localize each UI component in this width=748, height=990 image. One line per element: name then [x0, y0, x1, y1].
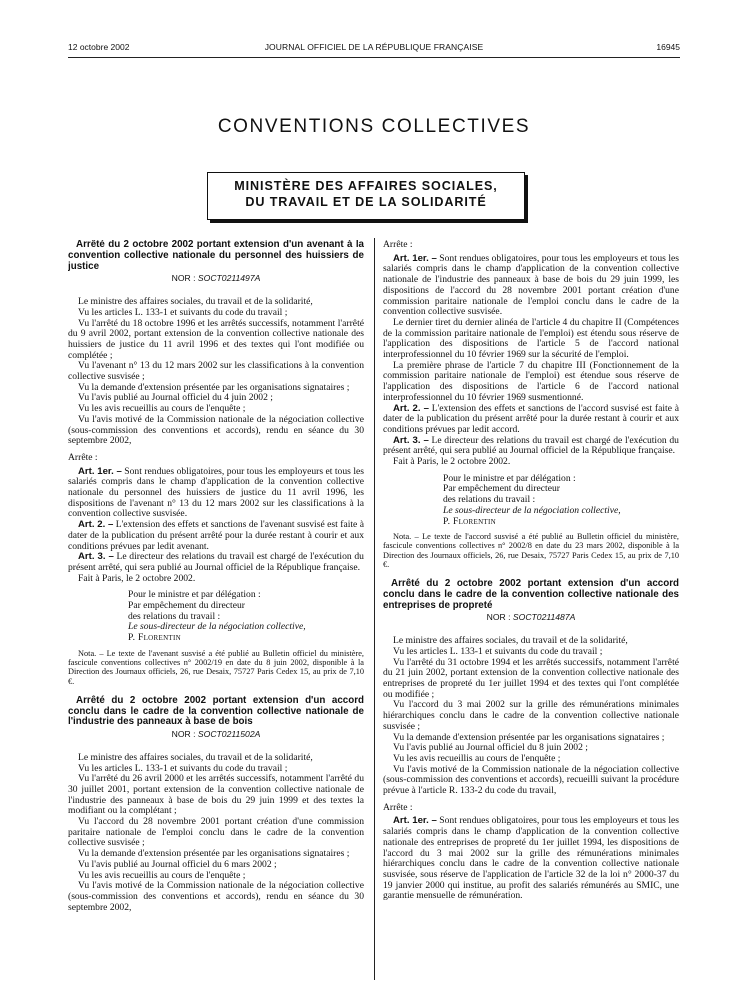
visa-paragraph: Vu l'avis motivé de la Commission nationale de la négociation collective (sous-commission des conventions et accords), rendu en séance du 30 septembre 2002, — [68, 880, 364, 913]
visa-paragraph: Vu l'avis publié au Journal officiel du 6 mars 2002 ; — [78, 858, 277, 870]
ministry-line-2: DU TRAVAIL ET DE LA SOLIDARITÉ — [245, 195, 487, 209]
visa-paragraph: Vu les avis recueillis au cours de l'enquête ; — [78, 869, 246, 881]
nor-reference: NOR : SOCT0211502A — [171, 729, 261, 740]
visa-paragraph: Vu les avis recueillis au cours de l'enquête ; — [393, 752, 561, 764]
visa-paragraph: Le ministre des affaires sociales, du travail et de la solidarité, — [78, 296, 313, 308]
signatory-name: P. Florentin — [443, 515, 496, 527]
signature-line: Par empêchement du directeur — [443, 483, 560, 495]
signature-line: Le sous-directeur de la négociation collective, — [128, 621, 306, 633]
nor-reference: NOR : SOCT0211487A — [486, 612, 576, 623]
visa-paragraph: Vu l'arrêté du 31 octobre 1994 et les arrêtés successifs, notamment l'arrêté du 21 juin 2002, portant extension de la convention collective nationale des entreprises de propreté du 1er juillet 1994 et des textes qui l'ont complétée ou modifiée ; — [383, 656, 679, 700]
header-page-number: 16945 — [656, 42, 680, 52]
nota-paragraph: Nota. – Le texte de l'accord susvisé a été publié au Bulletin officiel du ministère, fascicule conventions collectives n° 2002/8 en date du 23 mars 2002, disponible à la Direction des Journaux officiels, 26, rue Desaix, 75727 Paris Cedex 15, au prix de 7,10 €. — [383, 532, 679, 569]
page-header — [68, 42, 680, 56]
visa-paragraph: Vu les articles L. 133-1 et suivants du code du travail ; — [393, 645, 603, 657]
done-at: Fait à Paris, le 2 octobre 2002. — [393, 456, 511, 468]
visa-paragraph: Vu l'avis publié au Journal officiel du 8 juin 2002 ; — [393, 742, 588, 754]
article-paragraph: Art. 1er. – Sont rendues obligatoires, pour tous les employeurs et tous les salariés compris dans le champ d'application de la convention collective nationale de l'industrie des panneaux à base de bois du 29 juin 1999, les dispositions de l'accord du 28 novembre 2001 portant création d'une commission paritaire nationale de l'emploi conclu dans le cadre de la convention collective susvisée. — [383, 252, 679, 318]
signature-line: Pour le ministre et par délégation : — [443, 472, 576, 484]
signature-line: Par empêchement du directeur — [128, 600, 245, 612]
signature-line: des relations du travail : — [443, 494, 536, 506]
right-column — [383, 240, 679, 985]
header-date: 12 octobre 2002 — [68, 42, 130, 52]
signatory-name: P. Florentin — [128, 632, 181, 644]
article-paragraph: Art. 3. – Le directeur des relations du travail est chargé de l'exécution du présent arrêté, qui sera publié au Journal officiel de la République française. — [68, 551, 364, 573]
visa-paragraph: Vu l'arrêté du 18 octobre 1996 et les arrêtés successifs, notamment l'arrêté du 9 avril 2002, portant extension de la convention collective nationale des huissiers de justice du 11 avril 1996 et des textes qui l'ont modifiée ou complétée ; — [68, 317, 364, 361]
visa-paragraph: Vu l'accord du 3 mai 2002 sur la grille des rémunérations minimales hiérarchiques conclu dans le cadre de la convention collective nationale susvisée ; — [383, 699, 679, 732]
arrete-title: Arrêté du 2 octobre 2002 portant extension d'un accord conclu dans le cadre de la convention collective nationale de l'industrie des panneaux à base de bois — [68, 694, 364, 728]
article-paragraph: Le dernier tiret du dernier alinéa de l'article 4 du chapitre II (Compétences de la commission paritaire nationale de l'emploi) est étendu sous réserve de l'application des dispositions de l'article 5 de l'accord national interprofessionnel du 10 février 1969 sur la sécurité de l'emploi. — [383, 316, 679, 361]
visa-paragraph: Vu l'arrêté du 26 avril 2000 et les arrêtés successifs, notamment l'arrêté du 30 juillet 2001, portant extension de la convention collective nationale de l'industrie des panneaux à base de bois du 29 juin 1999 et des textes la modifiant ou la complétant ; — [68, 773, 364, 817]
visa-paragraph: Vu l'avenant n° 13 du 12 mars 2002 sur les classifications à la convention collective susvisée ; — [68, 360, 364, 383]
signature-line: Pour le ministre et par délégation : — [128, 589, 261, 601]
arrete-title: Arrêté du 2 octobre 2002 portant extension d'un avenant à la convention collective nationale du personnel des huissiers de justice — [68, 240, 364, 272]
visa-paragraph: Vu la demande d'extension présentée par les organisations signataires ; — [78, 381, 350, 393]
arrete-heading: Arrête : — [68, 451, 98, 463]
header-journal-title: JOURNAL OFFICIEL DE LA RÉPUBLIQUE FRANÇAISE — [264, 42, 484, 52]
visa-paragraph: Vu l'avis publié au Journal officiel du 4 juin 2002 ; — [78, 392, 273, 404]
visa-paragraph: Vu l'avis motivé de la Commission nationale de la négociation collective (sous-commission des conventions et accords), rendu en séance du 30 septembre 2002, — [68, 413, 364, 447]
visa-paragraph: Vu les avis recueillis au cours de l'enquête ; — [78, 403, 246, 415]
header-rule — [68, 57, 680, 58]
signature-line: Le sous-directeur de la négociation collective, — [443, 504, 621, 516]
article-paragraph: Art. 2. – L'extension des effets et sanctions de l'accord susvisé est faite à dater de la publication du présent arrêté pour la durée restant à courir et aux conditions prévues par ledit accord. — [383, 402, 679, 435]
visa-paragraph: Vu les articles L. 133-1 et suivants du code du travail ; — [78, 306, 288, 318]
article-paragraph: Art. 1er. – Sont rendues obligatoires, pour tous les employeurs et tous les salariés compris dans le champ d'application de la convention collective nationale du personnel des huissiers de justice du 11 avril 1996, les dispositions de l'avenant n° 13 du 12 mars 2002 sur les classifications à la convention collective susvisée. — [68, 465, 364, 520]
arrete-heading: Arrête : — [383, 240, 413, 250]
nor-reference: NOR : SOCT0211497A — [171, 273, 261, 284]
ministry-line-1: MINISTÈRE DES AFFAIRES SOCIALES, — [234, 179, 498, 193]
visa-paragraph: Vu la demande d'extension présentée par les organisations signataires ; — [78, 848, 350, 860]
visa-paragraph: Le ministre des affaires sociales, du travail et de la solidarité, — [78, 751, 313, 763]
visa-paragraph: Vu l'accord du 28 novembre 2001 portant création d'une commission paritaire nationale de l'emploi conclu dans le cadre de la convention collective susvisée ; — [68, 816, 364, 849]
left-column — [68, 240, 364, 980]
arrete-heading: Arrête : — [383, 801, 413, 813]
article-paragraph: Art. 1er. – Sont rendues obligatoires, pour tous les employeurs et tous les salariés compris dans le champ d'application de la convention collective nationale des entreprises de propreté du 1er juillet 1994, les dispositions de l'accord du 3 mai 2002 sur la grille des rémunérations minimales hiérarchiques conclu dans le cadre de la convention collective nationale susvisée, sous réserve de l'application de l'article 32 de la loi n° 2000-37 du 19 janvier 2000 qui institue, au profit des salariés rémunérés au SMIC, une garantie mensuelle de rémunération. — [383, 815, 679, 902]
visa-paragraph: Vu l'avis motivé de la Commission nationale de la négociation collective (sous-commission des conventions et accords), recueilli suivant la procédure prévue à l'article R. 133-2 du code du travail, — [383, 763, 679, 797]
visa-paragraph: Le ministre des affaires sociales, du travail et de la solidarité, — [393, 635, 628, 647]
article-paragraph: La première phrase de l'article 7 du chapitre III (Fonctionnement de la commission paritaire nationale de l'emploi) est étendue sous réserve de l'application des dispositions de l'article 6 de l'accord national interprofessionnel du 10 février 1969 susmentionné. — [383, 359, 679, 403]
article-paragraph: Art. 2. – L'extension des effets et sanctions de l'avenant susvisé est faite à dater de la publication du présent arrêté pour la durée restant à courir et aux conditions prévues par ledit avenant. — [68, 519, 364, 552]
article-paragraph: Art. 3. – Le directeur des relations du travail est chargé de l'exécution du présent arrêté, qui sera publié au Journal officiel de la République française. — [383, 434, 679, 457]
arrete-title: Arrêté du 2 octobre 2002 portant extension d'un accord conclu dans le cadre de la convention collective nationale des entreprises de propreté — [383, 578, 679, 611]
section-title: CONVENTIONS COLLECTIVES — [217, 116, 531, 137]
visa-paragraph: Vu les articles L. 133-1 et suivants du code du travail ; — [78, 762, 288, 774]
visa-paragraph: Vu la demande d'extension présentée par les organisations signataires ; — [393, 731, 665, 743]
done-at: Fait à Paris, le 2 octobre 2002. — [78, 572, 196, 584]
signature-line: des relations du travail : — [128, 610, 221, 622]
nota-paragraph: Nota. – Le texte de l'avenant susvisé a été publié au Bulletin officiel du ministère, fascicule conventions collectives n° 2002/19 en date du 8 juin 2002, disponible à la Direction des Journaux officiels, 26, rue Desaix, 75727 Paris Cedex 15, au prix de 7,10 €. — [68, 648, 364, 686]
column-divider — [374, 238, 375, 980]
ministry-box — [207, 172, 525, 220]
